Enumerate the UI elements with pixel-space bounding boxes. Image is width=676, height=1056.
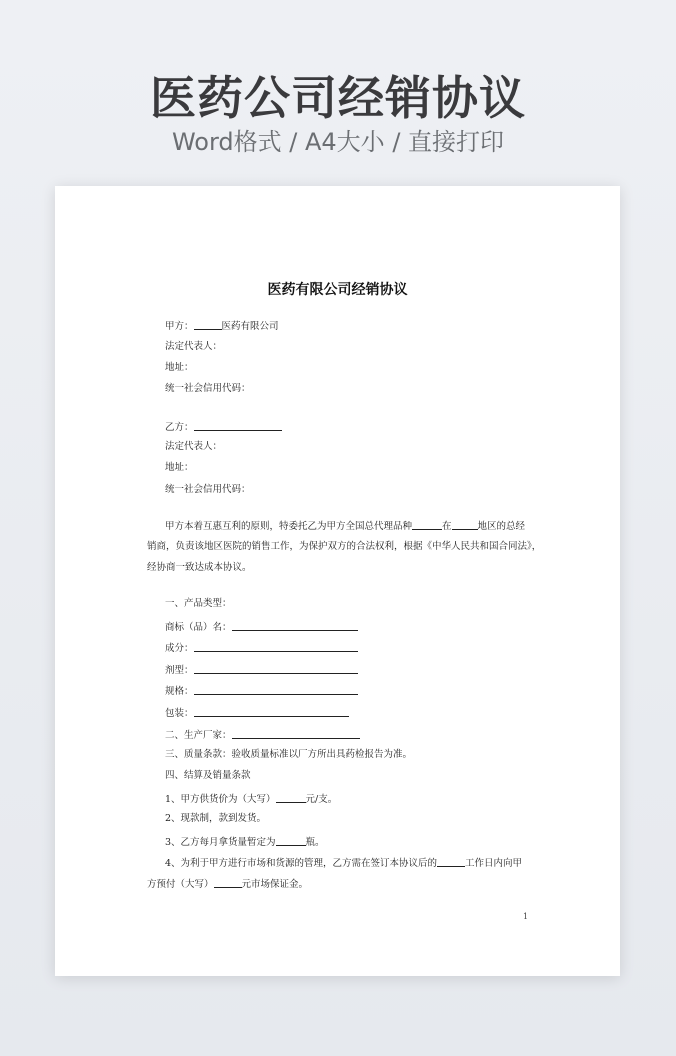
settlement-item-3 (165, 835, 325, 849)
party-a-credit-code: 统一社会信用代码： (165, 383, 251, 394)
brand-line (165, 620, 358, 634)
party-a-name-blank[interactable] (194, 319, 222, 330)
spec-blank[interactable] (194, 684, 358, 695)
dosage-form-blank[interactable] (194, 663, 358, 674)
dosage-form-label: 剂型： (165, 665, 194, 676)
quality-clause: 三、质量条款：验收质量标准以厂方所出具药检报告为准。 (165, 749, 413, 760)
party-b-credit-code: 统一社会信用代码： (165, 484, 251, 495)
item3-text-a: 3、乙方每月拿货量暂定为 (165, 837, 276, 848)
party-a-label: 甲方： (165, 321, 194, 332)
intro-text-a: 甲方本着互惠互利的原则，特委托乙为甲方全国总代理品种 (165, 521, 413, 532)
spec-line (165, 684, 358, 698)
item4-text-b: 工作日内向甲 (465, 858, 523, 869)
document-page (55, 186, 620, 976)
banner-title: 医药公司经销协议 (150, 71, 526, 125)
quantity-blank[interactable] (276, 835, 306, 846)
item4-text-c: 方预付（大写） (147, 879, 214, 890)
packaging-label: 包装： (165, 708, 194, 719)
party-b-name-blank[interactable] (194, 420, 282, 431)
item3-text-b: 瓶。 (305, 837, 325, 848)
days-blank[interactable] (437, 856, 465, 867)
packaging-line (165, 706, 349, 720)
dosage-form-line (165, 663, 358, 677)
settlement-heading: 四、结算及销量条款 (165, 770, 251, 781)
banner-subtitle: Word格式 / A4大小 / 直接打印 (171, 128, 505, 156)
brand-label: 商标（品）名： (165, 622, 232, 633)
settlement-item-2: 2、现款制，款到发货。 (165, 813, 267, 824)
intro-text-c: 地区的总经 (477, 521, 526, 532)
item4-text-d: 元市场保证金。 (241, 879, 309, 890)
ingredients-line (165, 641, 358, 655)
manufacturer-label: 二、生产厂家： (165, 730, 232, 741)
spec-label: 规格： (165, 686, 194, 697)
party-a-legal-rep: 法定代表人： (165, 341, 223, 352)
brand-blank[interactable] (232, 620, 358, 631)
item1-text-b: 元/支。 (305, 794, 338, 805)
ingredients-label: 成分： (165, 643, 194, 654)
product-heading: 一、产品类型： (165, 598, 232, 609)
packaging-blank[interactable] (194, 706, 349, 717)
party-b-address: 地址： (165, 462, 194, 473)
settlement-item-4-cont (147, 877, 308, 891)
manufacturer-line (165, 728, 360, 742)
party-b-legal-rep: 法定代表人： (165, 441, 223, 452)
party-b-label: 乙方： (165, 422, 194, 433)
intro-line-1 (165, 519, 525, 533)
region-blank[interactable] (452, 519, 478, 530)
party-a-address: 地址： (165, 362, 194, 373)
document-title: 医药有限公司经销协议 (267, 282, 408, 298)
item1-text-a: 1、甲方供货价为（大写） (165, 794, 276, 805)
intro-line-3: 经协商一致达成本协议。 (147, 562, 252, 573)
deposit-blank[interactable] (214, 877, 242, 888)
settlement-item-1 (165, 792, 337, 806)
product-blank[interactable] (412, 519, 442, 530)
intro-text-b: 在 (442, 521, 452, 532)
intro-line-2: 销商，负责该地区医院的销售工作，为保护双方的合法权利，根据《中华人民共和国合同法》， (147, 541, 542, 552)
price-blank[interactable] (276, 792, 306, 803)
party-a-line (165, 319, 279, 333)
ingredients-blank[interactable] (194, 641, 358, 652)
item4-text-a: 4、为利于甲方进行市场和货源的管理，乙方需在签订本协议后的 (165, 858, 438, 869)
page-number: 1 (523, 912, 529, 921)
manufacturer-blank[interactable] (232, 728, 360, 739)
party-a-name-suffix: 医药有限公司 (221, 321, 279, 332)
party-b-line (165, 420, 282, 434)
settlement-item-4 (165, 856, 522, 870)
